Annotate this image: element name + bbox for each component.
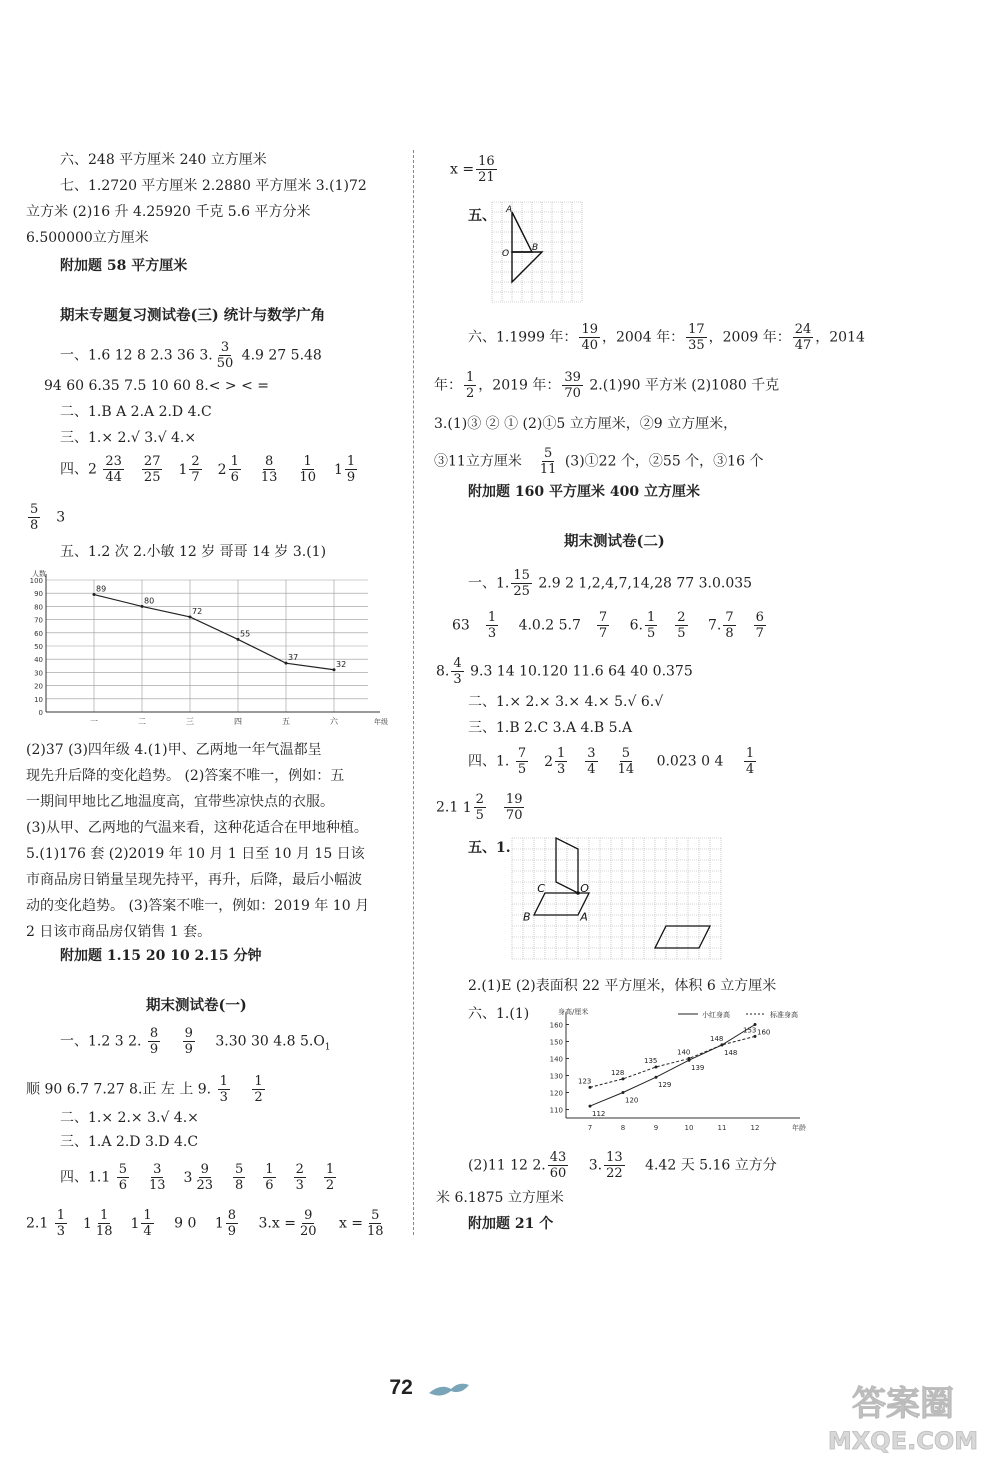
answer-line: 现先升后降的变化趋势。 (2)答案不唯一，例如：五 xyxy=(26,768,345,784)
x-axis-label: 年龄 xyxy=(792,1124,806,1132)
point-label: O xyxy=(580,881,589,895)
answer-line: 四、1.1 $\frac{5}{6}$ $\frac{3}{13}$ 3 $\frac{9}{23}$ $\frac{5}{8}$ $\frac{1}{6}$ $\frac{2}{3}$ $\frac{1}{2}$ xyxy=(60,1162,352,1193)
data-point xyxy=(622,1091,625,1094)
fraction: $\frac{1}{6}$ xyxy=(230,454,239,485)
answer-line: 2.1 $\frac{1}{3}$ 1 $\frac{1}{18}$ 1 $\frac{1}{4}$ 9 0 1 $\frac{8}{9}$ 3.x = $\frac{9}{20}$ x = $\frac{5}{18}$ xyxy=(26,1208,384,1239)
data-label: 37 xyxy=(288,653,299,663)
mixed-number xyxy=(101,454,126,485)
data-label: 120 xyxy=(625,1096,639,1105)
data-point xyxy=(721,1043,724,1046)
watermark-logo xyxy=(828,1377,978,1457)
extra-question: 附加题 1.15 20 10 2.15 分钟 xyxy=(60,948,262,964)
data-label: 139 xyxy=(691,1064,705,1073)
svg-text:MXQE.COM: MXQE.COM xyxy=(828,1427,978,1455)
y-axis-label: 身高/厘米 xyxy=(558,1008,589,1016)
answer-line: 63 $\frac{1}{3}$ 4.0.2 5.7 $\frac{7}{7}$ 6. $\frac{1}{5}$ $\frac{2}{5}$ 7. $\frac{7}{8}$ $\frac{6}{7}$ xyxy=(452,610,764,641)
fraction: $\frac{8}{13}$ xyxy=(260,454,278,485)
y-tick-label: 50 xyxy=(34,643,43,651)
data-label: 128 xyxy=(611,1068,625,1077)
data-point xyxy=(754,1035,757,1038)
x-tick-label: 8 xyxy=(620,1124,626,1132)
data-label: 112 xyxy=(592,1110,606,1119)
answer-line: 四、2 $\frac{23}{44}$ $\frac{27}{25}$ 1 $\frac{2}{7}$ 2 $\frac{1}{6}$ $\frac{8}{13}$ $\frac{1}{10}$ 1 $\frac{1}{9}$ xyxy=(60,454,373,485)
answer-line: 六、1.(1) xyxy=(468,1006,530,1022)
data-label: 55 xyxy=(240,629,251,639)
answer-line: 二、1.× 2.× 3.√ 4.× xyxy=(60,1110,199,1126)
data-label: 160 xyxy=(757,1028,771,1037)
x-tick-label: 12 xyxy=(750,1124,760,1132)
answer-line: 2.(1)E (2)表面积 22 平方厘米，体积 6 立方厘米 xyxy=(468,978,777,994)
mixed-number xyxy=(614,746,639,777)
section-title: 期末测试卷(二) xyxy=(564,533,665,550)
data-label: 80 xyxy=(144,596,155,606)
x-tick-label: 7 xyxy=(587,1124,593,1132)
rotated-triangle-shape xyxy=(512,252,542,282)
extra-question: 附加题 58 平方厘米 xyxy=(60,258,188,274)
x-tick-label: 10 xyxy=(684,1124,694,1132)
mixed-number xyxy=(292,1162,308,1193)
y-tick-label: 100 xyxy=(29,577,43,585)
answer-line: 年： $\frac{1}{2}$ ，2019 年： $\frac{39}{70}$ 2.(1)90 平方米 (2)1080 千克 xyxy=(434,370,780,401)
section-title: 期末专题复习测试卷(三) 统计与数学广角 xyxy=(60,307,326,324)
answer-line: 动的变化趋势。 (3)答案不唯一，例如：2019 年 10 月 xyxy=(26,898,370,914)
answer-line: 五、1.2 次 2.小敏 12 岁 哥哥 14 岁 3.(1) xyxy=(60,544,327,560)
section-title: 期末测试卷(一) xyxy=(146,997,247,1014)
data-label: 153 xyxy=(743,1026,757,1035)
point-label: B xyxy=(523,910,531,924)
fraction: $\frac{2}{7}$ xyxy=(191,454,200,485)
mixed-number xyxy=(261,1162,277,1193)
answer-line: 94 60 6.35 7.5 10 60 8.< > < = xyxy=(44,378,270,394)
fraction: $\frac{5}{14}$ xyxy=(617,746,635,777)
answer-line: 四、1. $\frac{7}{5}$ 2 $\frac{1}{3}$ $\frac{3}{4}$ $\frac{5}{14}$ 0.023 0 4 $\frac{1}{4}$ xyxy=(468,746,755,777)
series-line xyxy=(590,1025,755,1107)
data-label: 32 xyxy=(336,659,347,669)
fraction: $\frac{5}{6}$ xyxy=(118,1162,127,1193)
page-number: 72 xyxy=(0,1376,860,1400)
fraction: $\frac{2}{3}$ xyxy=(295,1162,304,1193)
data-label: 148 xyxy=(724,1048,738,1057)
y-tick-label: 60 xyxy=(34,629,43,638)
x-tick-label: 六 xyxy=(330,717,338,726)
fraction: $\frac{1}{3}$ xyxy=(557,746,566,777)
fraction: $\frac{1}{10}$ xyxy=(299,454,316,485)
mixed-number xyxy=(322,1162,338,1193)
y-tick-label: 20 xyxy=(34,682,43,691)
y-tick-label: 70 xyxy=(34,616,43,625)
fraction: $\frac{5}{8}$ xyxy=(30,502,39,533)
data-point xyxy=(589,1086,592,1089)
answer-line: 一期间甲地比乙地温度高，宜带些凉快点的衣服。 xyxy=(26,794,334,810)
parallelogram-grid-figure xyxy=(508,836,728,968)
answer-line: (2)37 (3)四年级 4.(1)甲、乙两地一年气温都呈 xyxy=(26,742,322,758)
answer-line: 三、1.× 2.√ 3.√ 4.× xyxy=(60,430,197,446)
fraction: $\frac{1}{9}$ xyxy=(346,454,356,485)
answer-line: (3)从甲、乙两地的气温来看，这种花适合在甲地种植。 xyxy=(26,820,368,836)
y-tick-label: 40 xyxy=(34,656,43,665)
data-label: 129 xyxy=(658,1081,672,1090)
point-label: C xyxy=(537,881,545,895)
legend-label: 小红身高 xyxy=(702,1011,730,1019)
series-line xyxy=(590,1036,755,1090)
fraction: $\frac{1}{4}$ xyxy=(143,1208,152,1239)
point-label: B xyxy=(532,243,539,253)
extra-question: 附加题 160 平方厘米 400 立方厘米 xyxy=(468,484,700,500)
answer-line: 一、1. $\frac{15}{25}$ 2.9 2 1,2,4,7,14,28 77 3.0.035 xyxy=(468,568,753,599)
mixed-number: 1 $\frac{2}{5}$ xyxy=(462,792,484,823)
x-tick-label: 11 xyxy=(717,1124,727,1132)
answer-line: 二、1.B A 2.A 2.D 4.C xyxy=(60,404,212,420)
mixed-number xyxy=(53,1208,69,1239)
y-tick-label: 130 xyxy=(549,1072,563,1081)
mixed-number: 2 $\frac{1}{3}$ xyxy=(544,746,566,777)
answer-line: 六、248 平方厘米 240 立方厘米 xyxy=(60,152,267,168)
mixed-number xyxy=(295,454,320,485)
answer-line: 米 6.1875 立方厘米 xyxy=(436,1190,564,1206)
triangle-grid-figure xyxy=(490,200,590,310)
fraction: $\frac{1}{18}$ xyxy=(95,1208,113,1239)
answer-line: 3.(1)③ ② ① (2)①5 立方厘米，②9 立方厘米， xyxy=(434,416,738,432)
y-tick-label: 120 xyxy=(549,1089,563,1098)
mixed-number xyxy=(514,746,530,777)
point-label: A xyxy=(580,910,588,924)
data-point xyxy=(622,1077,625,1080)
data-label: 72 xyxy=(192,606,203,616)
mixed-number xyxy=(140,454,165,485)
data-point xyxy=(589,1105,592,1108)
answer-line: 一、1.6 12 8 2.3 36 3. $\frac{3}{50}$ 4.9 27 5.48 xyxy=(60,340,322,371)
x-tick-label: 一 xyxy=(90,717,98,726)
fraction: $\frac{23}{44}$ xyxy=(105,454,122,485)
fraction: $\frac{5}{8}$ xyxy=(235,1162,244,1193)
answer-line: 顺 90 6.7 7.27 8.正 左 上 9. $\frac{1}{3}$ $\frac{1}{2}$ xyxy=(26,1074,263,1105)
answer-line: 三、1.A 2.D 3.D 4.C xyxy=(60,1134,199,1150)
x-tick-label: 二 xyxy=(138,717,146,726)
y-tick-label: 140 xyxy=(549,1055,563,1064)
answer-line: 8. $\frac{4}{3}$ 9.3 14 10.120 11.6 64 40 0.375 xyxy=(436,656,693,687)
fraction: $\frac{1}{2}$ xyxy=(325,1162,335,1193)
answer-line: 市商品房日销量呈现先持平，再升，后降，最后小幅波 xyxy=(26,872,362,888)
answer-line: 6.500000立方厘米 xyxy=(26,230,149,246)
data-label: 140 xyxy=(677,1048,691,1057)
fraction-list xyxy=(514,746,652,777)
fraction: $\frac{19}{70}$ xyxy=(505,792,523,823)
answer-line: 三、1.B 2.C 3.A 4.B 5.A xyxy=(468,720,633,736)
y-tick-label: 80 xyxy=(34,603,43,612)
column-divider xyxy=(413,150,414,1235)
mixed-number: 3 $\frac{9}{23}$ xyxy=(183,1162,214,1193)
y-tick-label: 110 xyxy=(549,1106,563,1115)
data-point xyxy=(688,1057,691,1060)
x-tick-label: 五 xyxy=(282,717,290,726)
answer-line: 五、1. xyxy=(468,840,511,856)
answer-line: 七、1.2720 平方厘米 2.2880 平方厘米 3.(1)72 xyxy=(60,178,367,194)
answer-line: 5.(1)176 套 (2)2019 年 10 月 1 日至 10 月 15 日该 xyxy=(26,846,365,862)
point-label: A xyxy=(506,205,513,215)
answer-line: (2)11 12 2. $\frac{43}{60}$ 3. $\frac{13}{22}$ 4.42 天 5.16 立方分 xyxy=(468,1150,777,1181)
y-tick-label: 30 xyxy=(34,669,43,678)
answer-line: ③11立方厘米 $\frac{5}{11}$ (3)①22 个，②55 个，③16 个 xyxy=(434,446,764,477)
answer-line: 五、 xyxy=(468,208,496,224)
data-label: 123 xyxy=(578,1077,592,1086)
fraction: $\frac{27}{25}$ xyxy=(143,454,161,485)
y-tick-label: 150 xyxy=(549,1038,563,1047)
mixed-number xyxy=(583,746,599,777)
fraction: $\frac{9}{23}$ xyxy=(196,1162,214,1193)
y-tick-label: 90 xyxy=(34,590,43,599)
answer-line: 2 日该市商品房仅销售 1 套。 xyxy=(26,924,212,940)
fraction: $\frac{1}{6}$ xyxy=(265,1162,274,1193)
leaf-ornament-icon xyxy=(427,1377,471,1399)
y-axis-label: 人数 xyxy=(32,570,46,578)
y-tick-label: 10 xyxy=(34,695,43,704)
height-line-chart xyxy=(526,1006,826,1136)
answer-line: 2.1 1 $\frac{2}{5}$ $\frac{19}{70}$ xyxy=(436,792,540,823)
fraction-list xyxy=(53,1208,170,1239)
point-label: O xyxy=(502,249,510,259)
mixed-number xyxy=(502,792,527,823)
answer-line: $\frac{5}{8}$ 3 xyxy=(30,502,66,533)
extra-question: 附加题 21 个 xyxy=(468,1216,554,1232)
mixed-number: 1 $\frac{2}{7}$ xyxy=(178,454,200,485)
svg-text:答案圈: 答案圈 xyxy=(852,1384,954,1424)
legend-label: 标准身高 xyxy=(770,1011,798,1019)
mixed-number: 1 $\frac{1}{9}$ xyxy=(333,454,356,485)
y-tick-label: 0 xyxy=(38,709,43,717)
data-point xyxy=(655,1066,658,1069)
y-tick-label: 160 xyxy=(549,1021,563,1030)
data-label: 135 xyxy=(644,1057,658,1065)
x-axis-label: 年级 xyxy=(374,718,388,726)
fraction: $\frac{1}{3}$ xyxy=(56,1208,65,1239)
x-tick-label: 三 xyxy=(186,717,194,726)
answer-line: 六、1.1999 年： $\frac{19}{40}$ ，2004 年： $\frac{17}{35}$ ，2009 年： $\frac{24}{47}$ ，2014 xyxy=(468,322,865,353)
grade-line-chart xyxy=(20,566,400,738)
x-tick-label: 四 xyxy=(234,717,242,726)
mixed-number xyxy=(115,1162,131,1193)
fraction: $\frac{3}{50}$ xyxy=(216,340,234,371)
answer-line: 立方米 (2)16 升 4.25920 千克 5.6 平方分米 xyxy=(26,204,311,220)
fraction: $\frac{2}{5}$ xyxy=(475,792,484,823)
answer-line: x = $\frac{16}{21}$ xyxy=(450,154,495,185)
data-label: 89 xyxy=(96,584,107,594)
x-tick-label: 9 xyxy=(653,1124,659,1132)
fraction: $\frac{3}{13}$ xyxy=(149,1162,166,1193)
mixed-number: 1 $\frac{1}{18}$ xyxy=(83,1208,113,1239)
fraction: $\frac{3}{4}$ xyxy=(587,746,596,777)
data-point xyxy=(655,1076,658,1079)
mixed-number xyxy=(257,454,282,485)
data-label: 148 xyxy=(710,1034,724,1043)
mixed-number: 2 $\frac{1}{6}$ xyxy=(217,454,239,485)
mixed-number xyxy=(145,1162,170,1193)
answer-line: 二、1.× 2.× 3.× 4.× 5.√ 6.√ xyxy=(468,694,664,710)
mixed-number: 1 $\frac{1}{4}$ xyxy=(130,1208,152,1239)
answer-line: 一、1.2 3 2. $\frac{8}{9}$ $\frac{9}{9}$ 3.30 30 4.8 $5.O_1$ xyxy=(60,1026,331,1057)
mixed-number xyxy=(231,1162,247,1193)
fraction: $\frac{7}{5}$ xyxy=(517,746,527,777)
